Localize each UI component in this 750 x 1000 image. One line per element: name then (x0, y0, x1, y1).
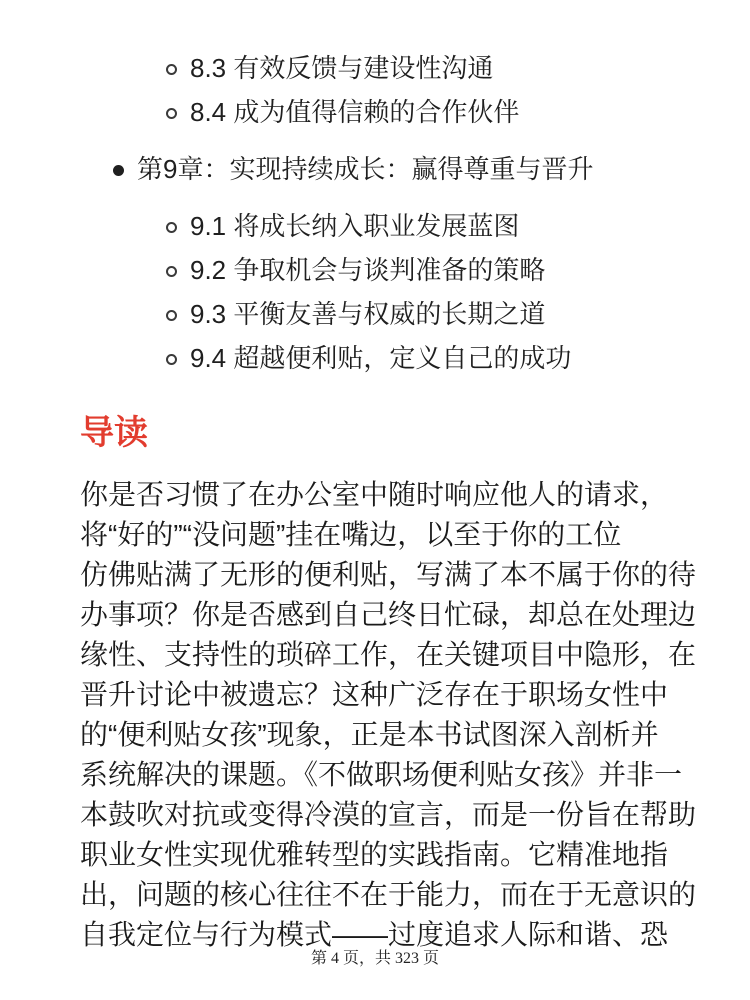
paragraph-line: 你是否习惯了在办公室中随时响应他人的请求， (80, 479, 669, 510)
toc-item-label: 9.3 平衡友善与权威的长期之道 (190, 299, 546, 329)
toc-item-label: 9.1 将成长纳入职业发展蓝图 (190, 211, 520, 241)
page-number-footer: 第 4 页，共 323 页 (310, 950, 439, 967)
paragraph-line: 缘性、支持性的琐碎工作，在关键项目中隐形，在 (80, 639, 697, 670)
toc-item-9-3 (190, 292, 710, 336)
toc-item-8-4 (190, 90, 710, 134)
toc-item-9-4 (190, 336, 710, 380)
circle-bullet-icon (166, 310, 177, 321)
circle-bullet-icon (166, 64, 177, 75)
intro-paragraph (80, 475, 710, 955)
paragraph-line: 仿佛贴满了无形的便利贴，写满了本不属于你的待 (80, 559, 697, 590)
toc-item-8-3 (190, 46, 710, 90)
toc-item-chapter-9 (137, 147, 710, 191)
paragraph-line: 本鼓吹对抗或变得冷漠的宣言，而是一份旨在帮助 (80, 799, 697, 830)
paragraph-line: 系统解决的课题。《不做职场便利贴女孩》并非一 (80, 759, 683, 790)
toc-item-label: 8.3 有效反馈与建设性沟通 (190, 53, 494, 83)
paragraph-line: 办事项？你是否感到自己终日忙碌，却总在处理边 (80, 599, 697, 630)
circle-bullet-icon (166, 222, 177, 233)
circle-bullet-icon (166, 354, 177, 365)
toc-item-label: 9.4 超越便利贴，定义自己的成功 (190, 343, 572, 373)
disc-bullet-icon (113, 165, 124, 176)
toc-item-label: 9.2 争取机会与谈判准备的策略 (190, 255, 546, 285)
toc-item-label: 8.4 成为值得信赖的合作伙伴 (190, 97, 520, 127)
paragraph-line: 晋升讨论中被遗忘？这种广泛存在于职场女性中 (80, 679, 669, 710)
toc-item-9-1 (190, 204, 710, 248)
circle-bullet-icon (166, 266, 177, 277)
paragraph-line: 职业女性实现优雅转型的实践指南。它精准地指 (80, 839, 669, 870)
paragraph-line: 出，问题的核心往往不在于能力，而在于无意识的 (80, 879, 697, 910)
table-of-contents (80, 46, 710, 380)
paragraph-line: 自我定位与行为模式——过度追求人际和谐、恐 (80, 919, 669, 950)
paragraph-line: 将“好的”“没问题”挂在嘴边，以至于你的工位 (80, 519, 622, 550)
section-heading: 导读 (80, 414, 148, 452)
toc-item-label: 第9章：实现持续成长：赢得尊重与晋升 (137, 154, 594, 184)
paragraph-line: 的“便利贴女孩”现象，正是本书试图深入剖析并 (80, 719, 659, 750)
circle-bullet-icon (166, 108, 177, 119)
toc-item-9-2 (190, 248, 710, 292)
